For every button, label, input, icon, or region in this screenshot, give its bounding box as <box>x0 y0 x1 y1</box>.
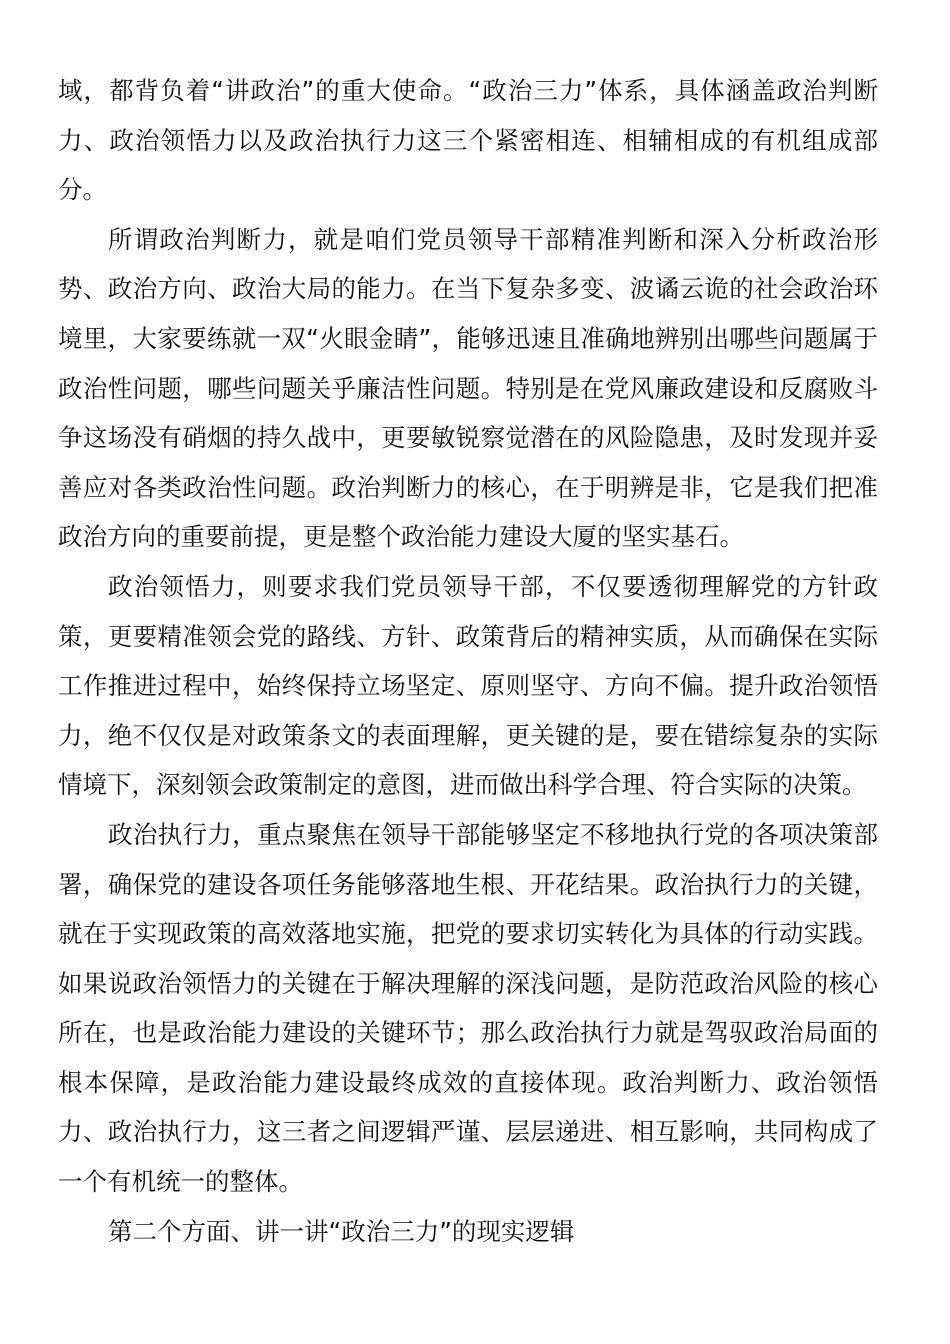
paragraph-political-judgment: 所谓政治判断力，就是咱们党员领导干部精准判断和深入分析政治形势、政治方向、政治大局的能力。在当下复杂多变、波谲云诡的社会政治环境里，大家要练就一双“火眼金睛”，能够迅速且准确地辨别出哪些问题属于政治性问题，哪些问题关乎廉洁性问题。特别是在党风廉政建设和反腐败斗争这场没有硝烟的持久战中，更要敏锐察觉潜在的风险隐患，及时发现并妥善应对各类政治性问题。政治判断力的核心，在于明辨是非，它是我们把准政治方向的重要前提，更是整个政治能力建设大厦的坚实基石。 <box>58 224 878 552</box>
paragraph-political-comprehension: 政治领悟力，则要求我们党员领导干部，不仅要透彻理解党的方针政策，更要精准领会党的路线、方针、政策背后的精神实质，从而确保在实际工作推进过程中，始终保持立场坚定、原则坚守、方向不偏。提升政治领悟力，绝不仅仅是对政策条文的表面理解，更关键的是，要在错综复杂的实际情境下，深刻领会政策制定的意图，进而做出科学合理、符合实际的决策。 <box>58 571 878 800</box>
document-body <box>58 66 878 1256</box>
paragraph-political-execution: 政治执行力，重点聚焦在领导干部能够坚定不移地执行党的各项决策部署，确保党的建设各项任务能够落地生根、开花结果。政治执行力的关键，就在于实现政策的高效落地实施，把党的要求切实转化为具体的行动实践。如果说政治领悟力的关键在于解决理解的深浅问题，是防范政治风险的核心所在，也是政治能力建设的关键环节；那么政治执行力就是驾驭政治局面的根本保障，是政治能力建设最终成效的直接体现。政治判断力、政治领悟力、政治执行力，这三者之间逻辑严谨、层层递进、相互影响，共同构成了一个有机统一的整体。 <box>58 819 878 1197</box>
paragraph-continuation: 域，都背负着“讲政治”的重大使命。“政治三力”体系，具体涵盖政治判断力、政治领悟力以及政治执行力这三个紧密相连、相辅相成的有机组成部分。 <box>58 76 878 205</box>
section-heading: 第二个方面、讲一讲“政治三力”的现实逻辑 <box>108 1216 575 1246</box>
